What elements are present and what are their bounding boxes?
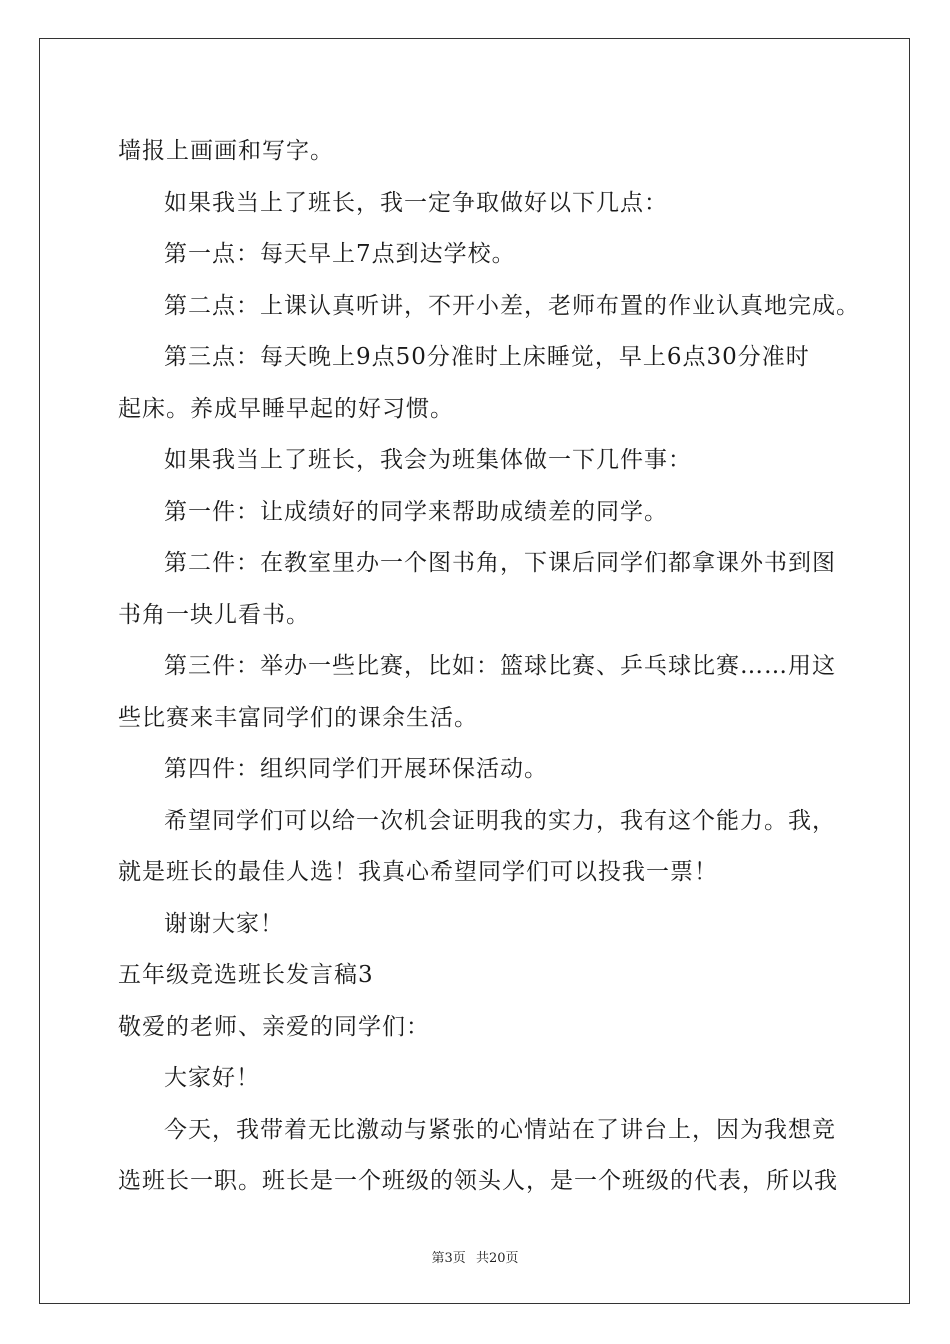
text-line: 第三件：举办一些比赛，比如：篮球比赛、乒乓球比赛……用这	[164, 653, 836, 679]
text-line: 第二件：在教室里办一个图书角，下课后同学们都拿课外书到图	[164, 550, 836, 576]
page-total: 共20页	[475, 1251, 519, 1266]
text-line: 第三点：每天晚上9点50分准时上床睡觉，早上6点30分准时	[164, 344, 810, 370]
text-line: 敬爱的老师、亲爱的同学们：	[118, 1013, 430, 1040]
text-line: 如果我当上了班长，我会为班集体做一下几件事：	[164, 447, 692, 473]
text-line: 谢谢大家！	[164, 910, 284, 937]
text-line: 第一件：让成绩好的同学来帮助成绩差的同学。	[164, 498, 668, 525]
text-line: 今天，我带着无比激动与紧张的心情站在了讲台上，因为我想竞	[164, 1116, 836, 1143]
text-line: 墙报上画画和写字。	[118, 138, 334, 164]
text-line: 五年级竞选班长发言稿3	[118, 962, 374, 988]
text-line: 如果我当上了班长，我一定争取做好以下几点：	[164, 189, 668, 216]
page-number: 第3页	[431, 1251, 466, 1266]
text-line: 第二点：上课认真听讲，不开小差，老师布置的作业认真地完成。	[164, 292, 860, 319]
text-line: 大家好！	[164, 1065, 260, 1091]
text-line: 书角一块儿看书。	[118, 601, 310, 628]
text-line: 起床。养成早睡早起的好习惯。	[118, 395, 454, 422]
text-line: 第四件：组织同学们开展环保活动。	[164, 756, 548, 782]
text-line: 第一点：每天早上7点到达学校。	[164, 241, 516, 267]
text-line: 就是班长的最佳人选！我真心希望同学们可以投我一票！	[118, 859, 718, 885]
document-body	[118, 126, 860, 1208]
text-line: 希望同学们可以给一次机会证明我的实力，我有这个能力。我，	[164, 807, 836, 834]
text-line: 些比赛来丰富同学们的课余生活。	[118, 704, 478, 731]
page-footer	[0, 1247, 950, 1266]
text-line: 选班长一职。班长是一个班级的领头人，是一个班级的代表，所以我	[118, 1168, 838, 1194]
